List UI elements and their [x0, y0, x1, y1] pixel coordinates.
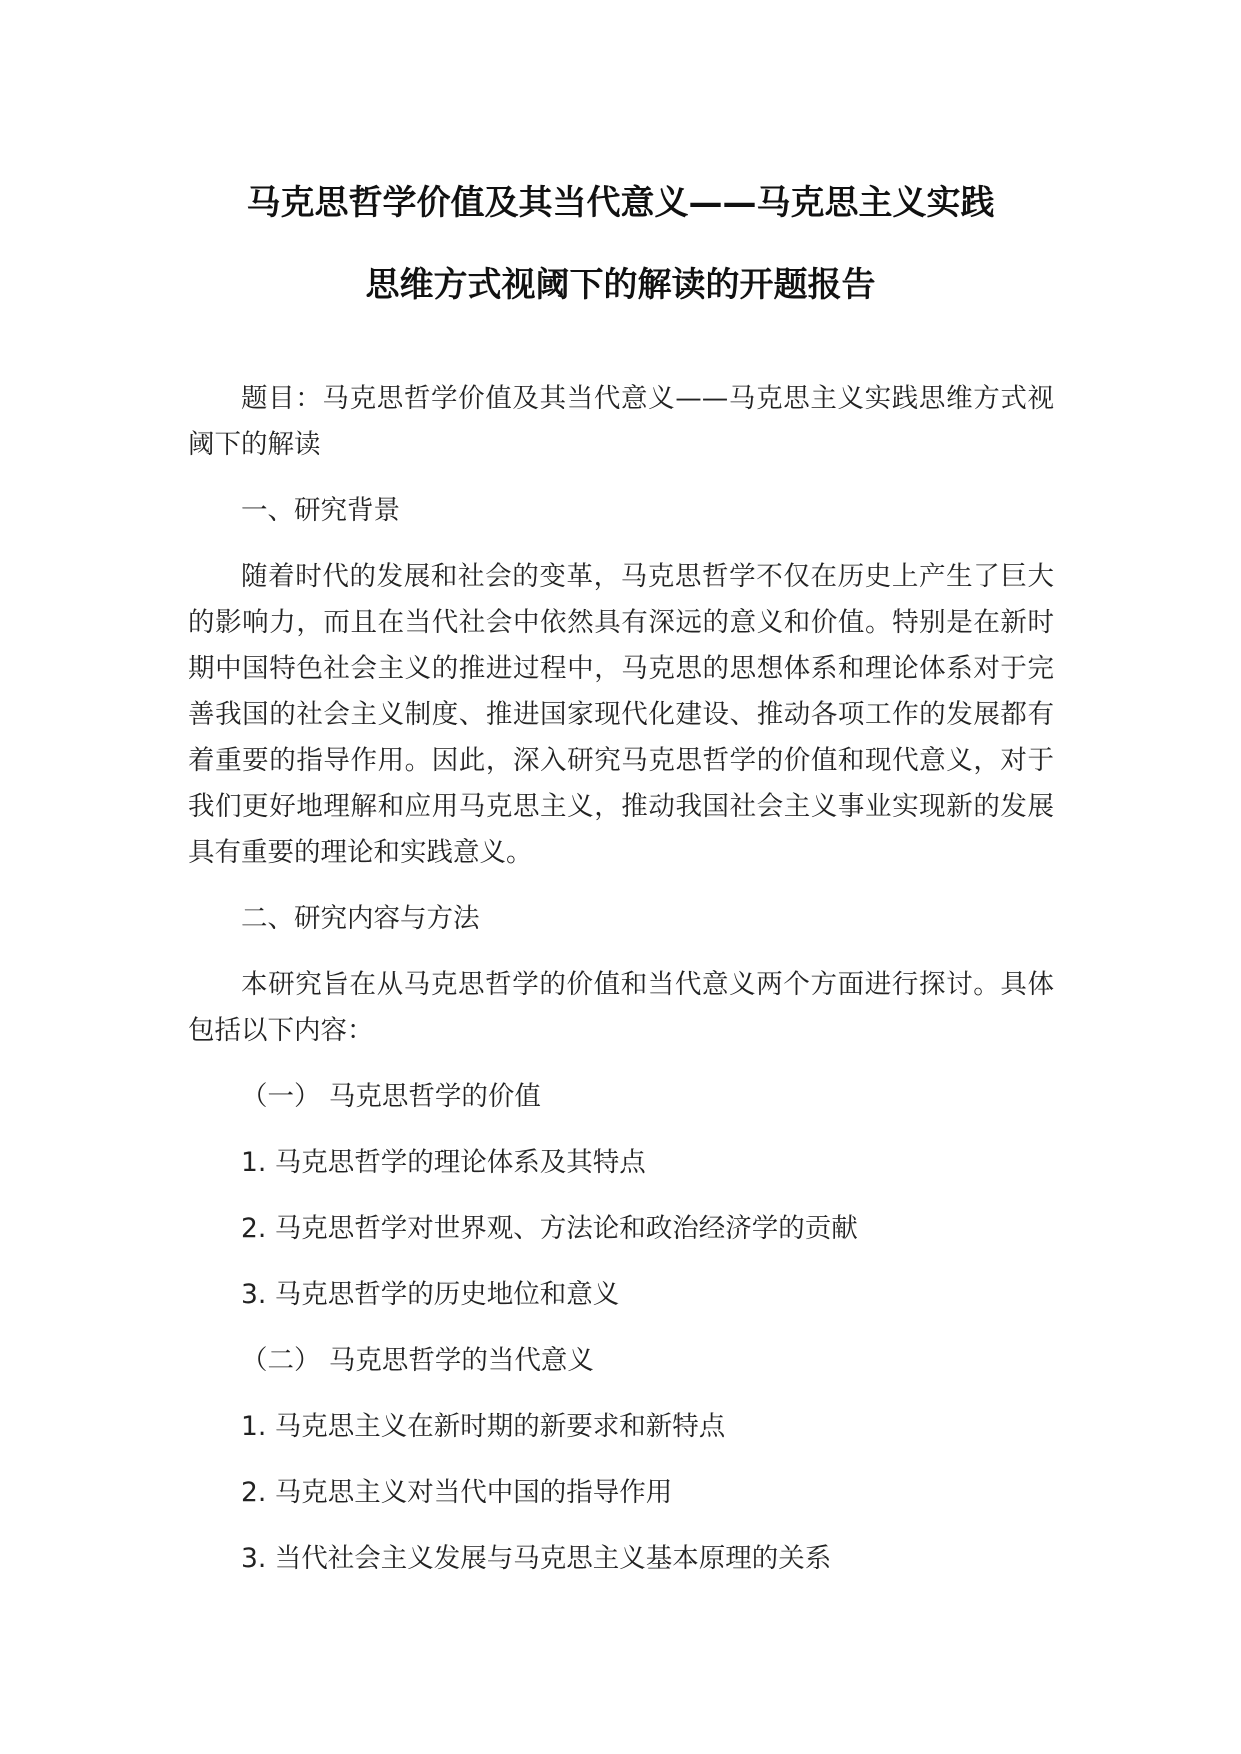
list-item: 1. 马克思哲学的理论体系及其特点 [241, 1147, 646, 1178]
document-body [188, 376, 1054, 1582]
topic-paragraph: 题目：马克思哲学价值及其当代意义——马克思主义实践思维方式视阈下的解读 [188, 383, 1054, 460]
document-title-line-1: 马克思哲学价值及其当代意义——马克思主义实践 [246, 183, 995, 223]
section-heading-content-method: 二、研究内容与方法 [241, 903, 480, 934]
list-item: 3. 马克思哲学的历史地位和意义 [241, 1279, 620, 1310]
list-item: 1. 马克思主义在新时期的新要求和新特点 [241, 1411, 726, 1442]
content-intro-paragraph: 本研究旨在从马克思哲学的价值和当代意义两个方面进行探讨。具体包括以下内容： [188, 969, 1054, 1046]
list-item: 3. 当代社会主义发展与马克思主义基本原理的关系 [241, 1543, 832, 1574]
list-item: 2. 马克思主义对当代中国的指导作用 [241, 1477, 673, 1508]
section-heading-background: 一、研究背景 [241, 495, 400, 526]
background-paragraph: 随着时代的发展和社会的变革，马克思哲学不仅在历史上产生了巨大的影响力，而且在当代社会中依然具有深远的意义和价值。特别是在新时期中国特色社会主义的推进过程中，马克思的思想体系和理论体系对于完善我国的社会主义制度、推进国家现代化建设、推动各项工作的发展都有着重要的指导作用。因此，深入研究马克思哲学的价值和现代意义，对于我们更好地理解和应用马克思主义，推动我国社会主义事业实现新的发展具有重要的理论和实践意义。 [188, 561, 1054, 868]
subsection-heading-value: （一） 马克思哲学的价值 [241, 1081, 541, 1112]
list-item: 2. 马克思哲学对世界观、方法论和政治经济学的贡献 [241, 1213, 858, 1244]
document-title-line-2: 思维方式视阈下的解读的开题报告 [365, 265, 876, 305]
subsection-heading-contemporary: （二） 马克思哲学的当代意义 [241, 1345, 594, 1376]
